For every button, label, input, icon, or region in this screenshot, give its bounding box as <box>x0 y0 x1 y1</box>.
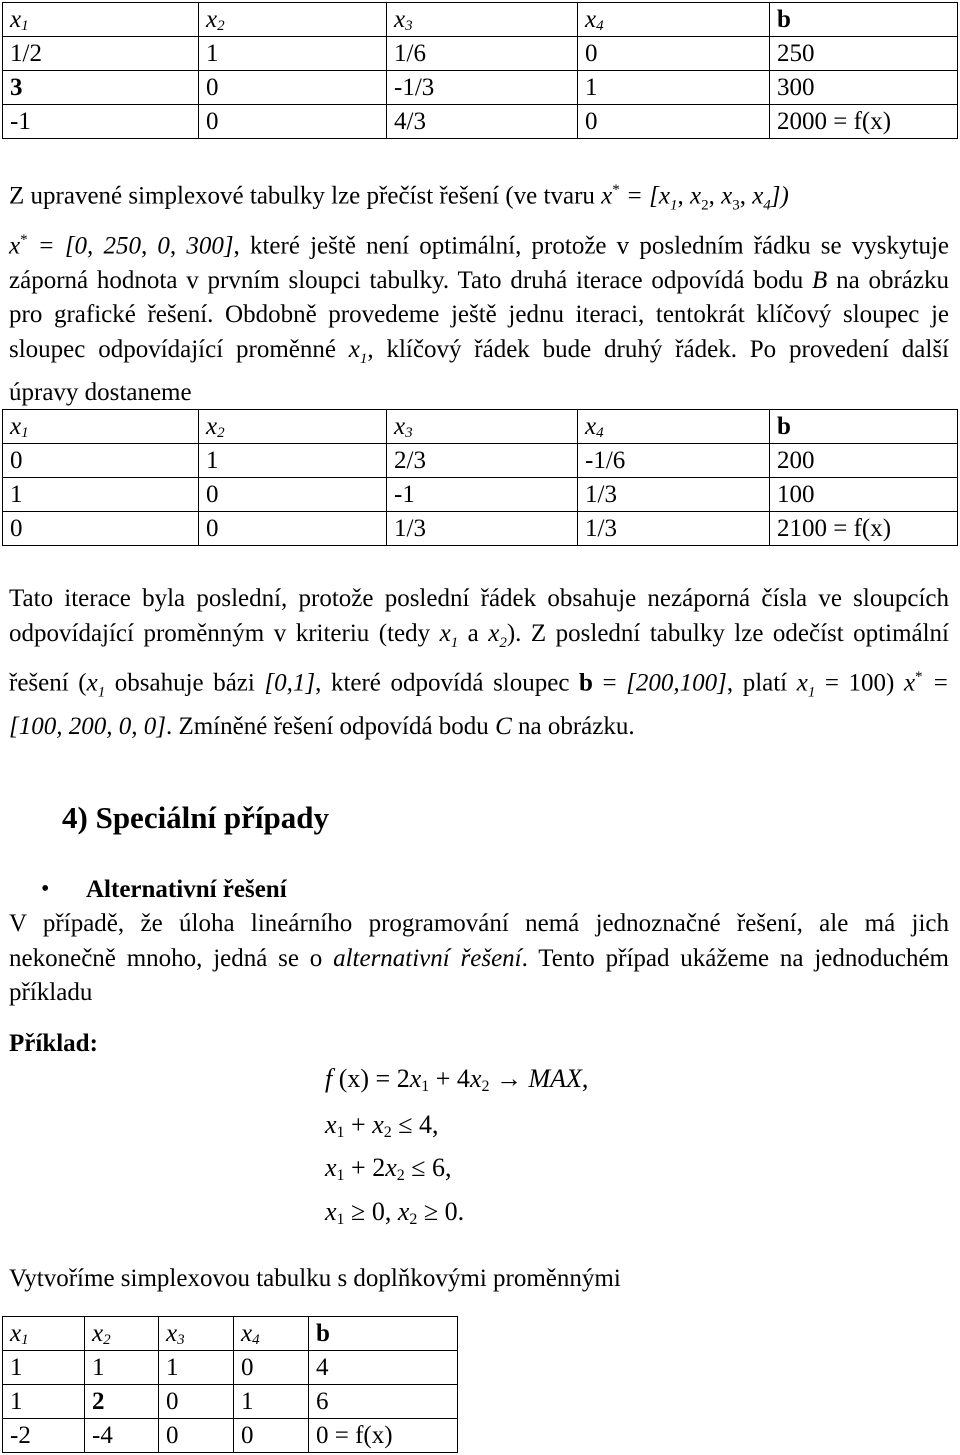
table-cell: 1 <box>3 478 199 512</box>
paragraph-final-iteration <box>9 582 949 744</box>
var: x <box>752 182 764 210</box>
table-cell: 1 <box>578 71 770 105</box>
table-row <box>3 71 958 105</box>
sub: 4 <box>763 197 771 214</box>
text: = <box>592 669 627 697</box>
table-cell: -1/6 <box>578 444 770 478</box>
table-cell: 2100 = f(x) <box>770 512 958 546</box>
text: obsahuje bázi <box>105 669 265 697</box>
table-row <box>3 1385 458 1419</box>
table-cell: -2 <box>3 1419 85 1453</box>
sub: 1 <box>97 684 106 701</box>
sup: * <box>612 182 620 198</box>
text: , které ještě není optimální, protože v posledním řádku se vyskytuje záporná hodnota v prvním sloupci tabulky. Tato druhá iterace odpovídá bodu <box>9 232 949 294</box>
header-x3: $x_3$ <box>387 3 578 37</box>
table-cell: 1 <box>3 1351 85 1385</box>
var: x <box>86 669 98 697</box>
header-x1-sub: 1 <box>21 1332 29 1348</box>
table-header-row <box>3 3 958 37</box>
table-cell: 0 <box>199 105 387 139</box>
text: , <box>708 182 722 210</box>
header-x4: $x_4$ <box>578 3 770 37</box>
var: x <box>385 1153 397 1182</box>
subsection-heading: Alternativní řešení <box>86 876 287 903</box>
table-cell: 1/3 <box>387 512 578 546</box>
simplex-table-iteration-3 <box>2 409 958 546</box>
sub: 2 <box>383 1124 392 1141</box>
header-x4-sub: 4 <box>596 425 604 441</box>
pivot-cell: 3 <box>3 71 199 105</box>
point-label: B <box>812 266 828 294</box>
header-x3: $x_3$ <box>387 410 578 444</box>
header-x4: $x_4$ <box>234 1317 309 1351</box>
table-cell: 200 <box>770 444 958 478</box>
table-header-row <box>3 1317 458 1351</box>
text: ≥ 0, <box>344 1197 398 1226</box>
header-x4: $x_4$ <box>578 410 770 444</box>
var: x <box>325 1110 337 1139</box>
sub: 3 <box>732 197 740 214</box>
term: alternativní řešení <box>333 944 522 972</box>
table-cell: -4 <box>85 1419 159 1453</box>
text: ≥ 0. <box>417 1197 465 1226</box>
sub: 2 <box>396 1167 405 1184</box>
header-x2: $x_2$ <box>199 3 387 37</box>
sub: 1 <box>336 1167 345 1184</box>
header-b: b <box>770 3 958 37</box>
var: x <box>469 1064 482 1093</box>
table-cell: 1 <box>199 444 387 478</box>
text: Tato iterace byla poslední, protože poslední řádek obsahuje nezáporná čísla ve sloupcích odpovídající proměnným v kriteriu (tedy <box>9 585 949 647</box>
col-b: b <box>579 669 593 697</box>
header-b: b <box>309 1317 458 1351</box>
sub: 1 <box>421 1078 430 1095</box>
basis: [0,1] <box>264 669 316 697</box>
var: x <box>439 619 451 647</box>
text: (x) = 2 <box>332 1064 410 1093</box>
table-row <box>3 1351 458 1385</box>
arrow: → <box>489 1064 529 1093</box>
table-row <box>3 512 958 546</box>
table-cell: 0 <box>199 478 387 512</box>
paragraph-create-table: Vytvoříme simplexovou tabulku s doplňkovými proměnnými <box>9 1265 621 1292</box>
var: x <box>488 619 500 647</box>
text: , <box>739 182 753 210</box>
var: x <box>796 669 808 697</box>
table-cell: 0 <box>3 444 199 478</box>
header-x2-sub: 2 <box>103 1332 111 1348</box>
header-x3-sub: 3 <box>177 1332 185 1348</box>
text: na obrázku pro grafické řešení. Obdobně provedeme ještě jednu iteraci, tentokrát klíčový sloupec je sloupec odpovídající proměnné <box>9 266 949 363</box>
header-x1-sub: 1 <box>21 425 29 441</box>
var: x <box>9 232 21 260</box>
sub: 1 <box>336 1124 345 1141</box>
pivot-cell: 2 <box>85 1385 159 1419</box>
constraint-1 <box>325 1110 439 1140</box>
table-cell: 0 <box>199 71 387 105</box>
table-cell: 0 <box>159 1385 234 1419</box>
text: V případě, že úloha lineárního programování nemá jednoznačné řešení, ale má jich nekonečně mnoho, jedná se o <box>9 910 949 972</box>
table-row <box>3 1419 458 1453</box>
table-cell: 0 <box>3 512 199 546</box>
text: a <box>458 619 489 647</box>
header-b: b <box>770 410 958 444</box>
var: x <box>903 669 916 697</box>
text: ≤ 4, <box>391 1110 439 1139</box>
table-cell: 0 <box>578 105 770 139</box>
table-header-row <box>3 410 958 444</box>
table-cell: 300 <box>770 71 958 105</box>
table-cell: 250 <box>770 37 958 71</box>
text: . Zmíněné řešení odpovídá bodu <box>165 712 496 740</box>
simplex-table-example <box>2 1316 458 1453</box>
sub: 2 <box>499 634 507 651</box>
table-cell: 1/3 <box>578 478 770 512</box>
table-cell: 1 <box>159 1351 234 1385</box>
example-label: Příklad: <box>9 1030 98 1057</box>
table-cell: 0 <box>234 1419 309 1453</box>
sub: 1 <box>807 684 816 701</box>
constraint-2 <box>325 1153 452 1183</box>
objective-equation <box>325 1064 588 1094</box>
text: ≤ 6, <box>404 1153 452 1182</box>
text: = 100) <box>815 669 904 697</box>
vector: = [0, 250, 0, 300] <box>27 232 234 260</box>
header-x3-sub: 3 <box>405 425 413 441</box>
header-x1: $x_1$ <box>3 3 199 37</box>
text: + 4 <box>429 1064 470 1093</box>
sup: * <box>20 231 28 248</box>
table-cell: 2000 = f(x) <box>770 105 958 139</box>
var: x <box>601 182 613 210</box>
solution-vector: = [100, 200, 0, 0] <box>9 669 949 740</box>
header-x4-sub: 4 <box>596 18 604 34</box>
table-cell: 1/6 <box>387 37 578 71</box>
sub: 2 <box>701 197 709 214</box>
table-cell: 6 <box>309 1385 458 1419</box>
table-cell: 0 <box>159 1419 234 1453</box>
table-cell: -1/3 <box>387 71 578 105</box>
sub: 1 <box>669 197 678 214</box>
text: , klíčový řádek bude druhý řádek. Po provedení další úpravy dostaneme <box>9 335 949 407</box>
text: , které odpovídá sloupec <box>315 669 580 697</box>
table-cell: 0 = f(x) <box>309 1419 458 1453</box>
text: + 2 <box>344 1153 386 1182</box>
text: ). Z poslední tabulky lze odečíst optimální řešení ( <box>9 619 949 697</box>
table-row <box>3 478 958 512</box>
table-cell: 1 <box>3 1385 85 1419</box>
table-cell: 100 <box>770 478 958 512</box>
table-row <box>3 105 958 139</box>
max: MAX <box>528 1064 582 1093</box>
var: x <box>348 335 360 363</box>
b-vector: [200,100] <box>626 669 727 697</box>
var: x <box>372 1110 384 1139</box>
table-cell: 1 <box>199 37 387 71</box>
paragraph-iteration-2 <box>9 173 949 411</box>
text: ]) <box>770 182 789 210</box>
header-x1: $x_1$ <box>3 410 199 444</box>
nonnegativity-constraint <box>325 1197 464 1227</box>
table-cell: -1 <box>3 105 199 139</box>
table-cell: 2/3 <box>387 444 578 478</box>
table-cell: 1/3 <box>578 512 770 546</box>
header-x3-sub: 3 <box>405 18 413 34</box>
text: = [ <box>619 182 659 210</box>
var: x <box>658 182 670 210</box>
text: , <box>677 182 690 210</box>
table-row <box>3 444 958 478</box>
var: x <box>397 1197 410 1226</box>
table-cell: 4 <box>309 1351 458 1385</box>
table-cell: -1 <box>387 478 578 512</box>
header-x1-sub: 1 <box>21 18 29 34</box>
bullet-icon: • <box>41 876 50 902</box>
var: x <box>325 1197 337 1226</box>
text: . Tento případ ukážeme na jednoduchém příkladu <box>9 944 950 1006</box>
section-heading: 4) Speciální případy <box>62 800 329 835</box>
text: + <box>344 1110 373 1139</box>
table-cell: 1 <box>234 1385 309 1419</box>
f: f <box>325 1064 333 1093</box>
header-x3: $x_3$ <box>159 1317 234 1351</box>
table-cell: 1 <box>85 1351 159 1385</box>
sup: * <box>915 669 923 685</box>
point-label: C <box>495 712 512 740</box>
sub: 1 <box>359 350 368 367</box>
paragraph-alternative-solution <box>9 907 949 1011</box>
var: x <box>689 182 702 210</box>
header-x2-sub: 2 <box>217 18 225 34</box>
var: x <box>721 182 733 210</box>
text: na obrázku. <box>511 712 635 740</box>
header-x4-sub: 4 <box>252 1332 260 1348</box>
header-x1: $x_1$ <box>3 1317 85 1351</box>
table-cell: 4/3 <box>387 105 578 139</box>
table-cell: 0 <box>199 512 387 546</box>
header-x2-sub: 2 <box>217 425 225 441</box>
simplex-table-iteration-2 <box>2 2 958 139</box>
table-row <box>3 37 958 71</box>
var: x <box>325 1153 337 1182</box>
sub: 2 <box>481 1078 490 1095</box>
header-x2: $x_2$ <box>199 410 387 444</box>
sub: 1 <box>336 1211 345 1228</box>
table-cell: 1/2 <box>3 37 199 71</box>
table-cell: 0 <box>578 37 770 71</box>
sub: 2 <box>409 1211 418 1228</box>
text: , platí <box>726 669 797 697</box>
table-cell: 0 <box>234 1351 309 1385</box>
var: x <box>409 1064 422 1093</box>
text: Z upravené simplexové tabulky lze přečíst řešení (ve tvaru <box>9 182 602 210</box>
header-x2: $x_2$ <box>85 1317 159 1351</box>
text: , <box>581 1064 589 1093</box>
sub: 1 <box>450 634 459 651</box>
